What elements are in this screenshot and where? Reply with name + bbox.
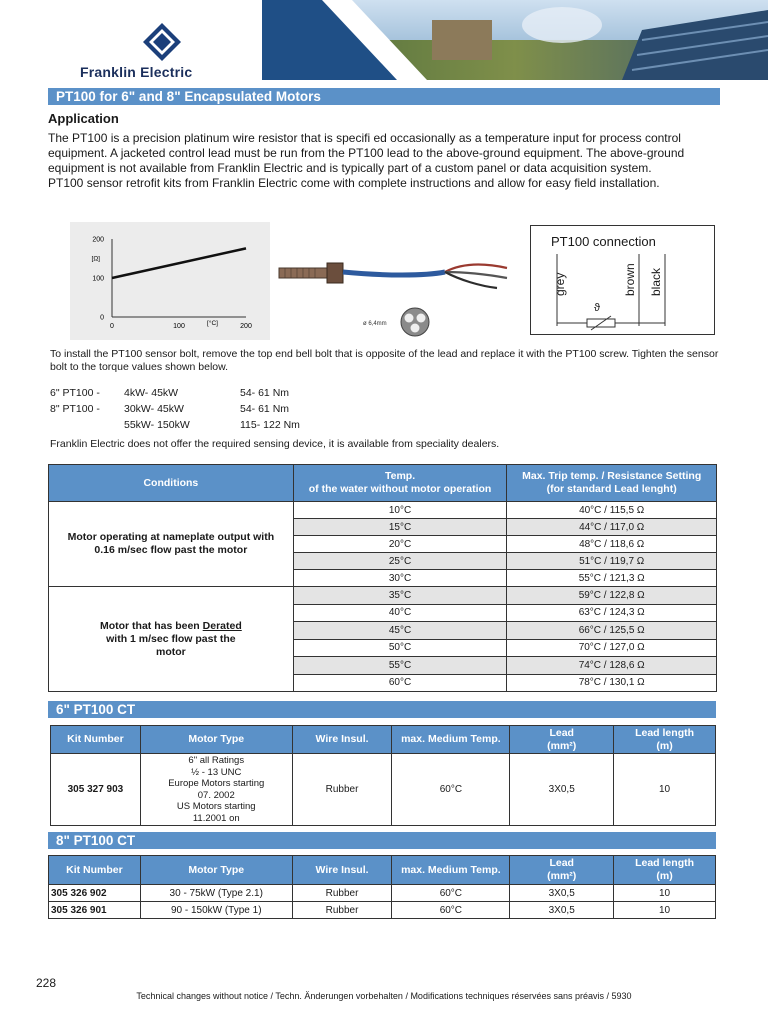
water-temp: 15°C — [293, 519, 507, 536]
motor-type: 30 - 75kW (Type 2.1) — [140, 885, 292, 902]
lead-size: 3X0,5 — [510, 885, 614, 902]
lead-size: 3X0,5 — [510, 754, 614, 826]
y-axis-label: [Ω] — [91, 255, 100, 263]
header-kit-number: Kit Number — [51, 726, 141, 754]
wire-insul: Rubber — [292, 754, 392, 826]
device-notice: Franklin Electric does not offer the required sensing device, it is available from speciality dealers. — [50, 438, 500, 450]
water-temp: 55°C — [293, 657, 507, 675]
wire-label-black: black — [649, 267, 663, 296]
ct6-table — [50, 725, 716, 826]
condition-derated-word: Derated — [202, 619, 242, 632]
torque-power: 30kW- 45kW — [124, 403, 184, 415]
logo-diamond-icon — [142, 22, 182, 62]
water-temp: 45°C — [293, 622, 507, 640]
brand-name: Franklin Electric — [80, 64, 193, 80]
water-temp: 60°C — [293, 674, 507, 692]
water-temp: 35°C — [293, 587, 507, 605]
x-tick-label: 0 — [110, 323, 114, 330]
water-temp: 10°C — [293, 502, 507, 519]
header-water-temp: Temp. of the water without motor operation — [293, 465, 507, 502]
torque-model: 6" PT100 - — [50, 387, 100, 399]
header-lead-length: Lead length (m) — [614, 856, 716, 885]
pt100-sensor-image — [275, 250, 520, 340]
water-temp: 20°C — [293, 536, 507, 553]
header-trip-temp: Max. Trip temp. / Resistance Setting (for standard Lead lenght) — [507, 465, 717, 502]
page-number: 228 — [36, 976, 57, 990]
trip-row — [49, 587, 717, 605]
max-medium-temp: 60°C — [392, 885, 510, 902]
motor-type: 90 - 150kW (Type 1) — [140, 902, 292, 919]
x-axis-label: [°C] — [207, 320, 218, 327]
trip-setting: 44°C / 117,0 Ω — [507, 519, 717, 536]
install-instructions: To install the PT100 sensor bolt, remove the top end bell bolt that is opposite of the lead and replace it with the PT100 screw. Tighten the sensor bolt to the torque values shown below. — [50, 348, 719, 373]
water-temp: 50°C — [293, 639, 507, 657]
trip-setting: 48°C / 118,6 Ω — [507, 536, 717, 553]
torque-value: 54- 61 Nm — [240, 387, 290, 399]
trip-setting: 51°C / 119,7 Ω — [507, 553, 717, 570]
trip-temperature-table — [48, 464, 717, 692]
motor-type: 6" all Ratings ½ - 13 UNC Europe Motors starting 07. 2002 US Motors starting 11.2001 on — [140, 754, 292, 826]
trip-setting: 59°C / 122,8 Ω — [507, 587, 717, 605]
connection-title: PT100 connection — [551, 234, 656, 249]
max-medium-temp: 60°C — [392, 754, 510, 826]
application-paragraph-1: The PT100 is a precision platinum wire resistor that is specifi ed occasionally as a temperature input for process control equipment. A jacketed control lead must be run from the PT100 lead to the above-ground equipment. The above-ground equipment is not available from Franklin Electric and is typically part of a custom panel or data acquisition system. — [48, 131, 685, 175]
section-6in-pt100-ct: 6" PT100 CT — [48, 701, 716, 718]
header-max-medium-temp: max. Medium Temp. — [392, 726, 510, 754]
trip-setting: 40°C / 115,5 Ω — [507, 502, 717, 519]
kit-number: 305 326 901 — [49, 902, 141, 919]
y-tick-label: 100 — [92, 275, 104, 283]
trip-setting: 78°C / 130,1 Ω — [507, 674, 717, 692]
y-tick-label: 0 — [100, 314, 104, 322]
wire-insul: Rubber — [292, 902, 392, 919]
torque-power: 4kW- 45kW — [124, 387, 179, 399]
torque-power: 55kW- 150kW — [124, 419, 190, 431]
ct8-table — [48, 855, 716, 919]
trip-row — [49, 502, 717, 519]
header-photo-banner — [262, 0, 768, 80]
torque-row — [50, 403, 380, 419]
torque-row — [50, 419, 380, 435]
footer-text: Technical changes without notice / Techn. Änderungen vorbehalten / Modifications techniques réservées sans préavis / 5930 — [136, 991, 632, 1001]
lead-length: 10 — [614, 885, 716, 902]
trip-setting: 55°C / 121,3 Ω — [507, 570, 717, 587]
header-wire-insul: Wire Insul. — [292, 726, 392, 754]
trip-setting: 74°C / 128,6 Ω — [507, 657, 717, 675]
application-heading: Application — [48, 111, 119, 126]
lead-length: 10 — [614, 902, 716, 919]
water-temp: 40°C — [293, 604, 507, 622]
torque-model: 8" PT100 - — [50, 403, 100, 415]
header-motor-type: Motor Type — [140, 856, 292, 885]
torque-row — [50, 387, 380, 403]
wire-label-grey: grey — [553, 272, 567, 296]
application-paragraph-2: PT100 sensor retrofit kits from Franklin Electric come with complete instructions and allow for easy field installation. — [48, 176, 660, 190]
resistance-temperature-chart — [70, 222, 270, 340]
trip-setting: 70°C / 127,0 Ω — [507, 639, 717, 657]
header-wire-insul: Wire Insul. — [292, 856, 392, 885]
header-lead: Lead (mm²) — [510, 856, 614, 885]
condition-nameplate: Motor operating at nameplate output with 0.16 m/sec flow past the motor — [49, 502, 294, 587]
condition-derated-post: with 1 m/sec flow past the motor — [106, 632, 236, 658]
pt100-connection-diagram — [530, 225, 715, 335]
condition-derated-pre: Motor that has been — [99, 619, 203, 632]
y-tick-label: 200 — [92, 236, 104, 244]
ct6-row — [51, 754, 716, 826]
diameter-label: ø 6,4mm — [363, 321, 387, 327]
franklin-electric-logo — [80, 22, 245, 82]
application-text — [48, 131, 720, 191]
water-temp: 25°C — [293, 553, 507, 570]
chart-svg — [70, 222, 270, 340]
max-medium-temp: 60°C — [392, 902, 510, 919]
trip-setting: 66°C / 125,5 Ω — [507, 622, 717, 640]
header-lead-length: Lead length (m) — [614, 726, 716, 754]
lead-length: 10 — [614, 754, 716, 826]
header-kit-number: Kit Number — [49, 856, 141, 885]
header-max-medium-temp: max. Medium Temp. — [392, 856, 510, 885]
x-tick-label: 100 — [173, 323, 185, 330]
page-title: PT100 for 6" and 8" Encapsulated Motors — [48, 88, 720, 105]
kit-number: 305 327 903 — [51, 754, 141, 826]
water-temp: 30°C — [293, 570, 507, 587]
wire-insul: Rubber — [292, 885, 392, 902]
torque-value: 54- 61 Nm — [240, 403, 290, 415]
torque-value: 115- 122 Nm — [240, 419, 300, 431]
header-lead: Lead (mm²) — [510, 726, 614, 754]
header-conditions: Conditions — [49, 465, 294, 502]
x-tick-label: 200 — [240, 323, 252, 330]
lead-size: 3X0,5 — [510, 902, 614, 919]
condition-derated — [49, 587, 294, 692]
ct8-row — [49, 885, 716, 902]
trip-setting: 63°C / 124,3 Ω — [507, 604, 717, 622]
theta-symbol: ϑ — [594, 302, 601, 314]
header-motor-type: Motor Type — [140, 726, 292, 754]
wire-label-brown: brown — [623, 263, 637, 296]
section-8in-pt100-ct: 8" PT100 CT — [48, 832, 716, 849]
kit-number: 305 326 902 — [49, 885, 141, 902]
ct8-row — [49, 902, 716, 919]
torque-list — [50, 387, 380, 435]
